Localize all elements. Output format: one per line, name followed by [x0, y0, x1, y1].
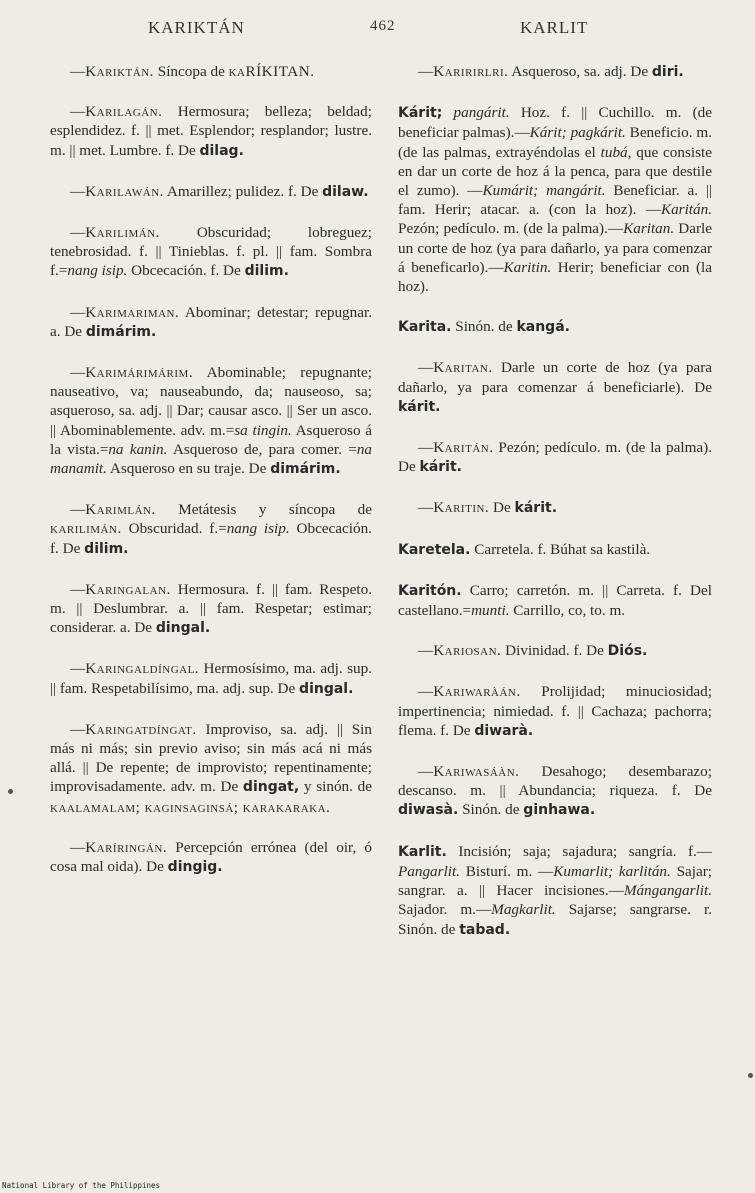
entry-karilawan: —Karilawán. Amarillez; pulidez. f. De dilaw. — [70, 182, 369, 200]
header-left-guideword: KARIKTÁN — [148, 18, 245, 37]
headword: Karimlán. — [85, 501, 156, 519]
root-word: dilim. — [84, 540, 129, 557]
headword: Karitin. — [433, 499, 490, 517]
root-word: dingal. — [299, 680, 354, 697]
headword-main: Karlit. — [398, 843, 447, 860]
root-word: kárit. — [398, 398, 441, 415]
headword: Karitan. — [433, 359, 493, 377]
headword: Kariosan. — [433, 642, 502, 660]
example-phrase: nang isip. — [67, 262, 128, 280]
headword: Karilawán. — [85, 182, 164, 200]
example-phrase: nang isip. — [226, 520, 290, 538]
entry-karita: Karita. Sinón. de kangá. — [398, 318, 570, 336]
root-word: dimárim. — [85, 323, 157, 340]
root-word: dimárim. — [270, 461, 341, 478]
ink-speck — [748, 1073, 753, 1078]
entry-karirirlri: —Karirirlri. Asqueroso, sa. adj. De diri. — [418, 63, 684, 80]
entry-karingalan: —Karingalan. Hermosura. f. || fam. Respeto. m. || Deslumbrar. a. || fam. Respetar; estimar; considerar. a. De dingal. — [50, 580, 372, 637]
headword-main: Karetela. — [398, 541, 471, 558]
entry-kariosan: —Kariosan. Divinidad. f. De Diós. — [418, 642, 648, 660]
entry-karitan: —Karitan. Darle un corte de hoz (ya para dañarlo, ya para comenzar á beneficiarle). De kárit. — [398, 359, 712, 415]
root-word: kangá. — [516, 319, 570, 336]
example-phrase: na manamit. — [50, 440, 372, 478]
cross-reference: karilimán. — [50, 520, 122, 538]
entry-karetela: Karetela. Carretela. f. Búhat sa kastilà. — [398, 540, 651, 558]
ink-speck — [8, 789, 13, 794]
entry-kariwasaan: —Kariwasáàn. Desahogo; desembarazo; descanso. m. || Abundancia; riqueza. f. De diwasà. Sinón. de ginhawa. — [398, 763, 712, 819]
left-column — [50, 62, 372, 898]
entry-karimlan: —Karimlán. Metátesis y síncopa de karilimán. Obscuridad. f.=nang isip. Obcecación. f. De dilim. — [50, 501, 372, 557]
entry-karlit: Karlit. Incisión; saja; sajadura; sangría. f.—Pangarlit. Bisturí. m. —Kumarlit; karlitán. Sajar; sangrar. a. || Hacer incisiones.—Mángangarlit. Sajador. m.—Magkarlit. Sajarse; sangrarse. r. Sinón. de tabad. — [398, 842, 712, 938]
root-word: diwasà. — [398, 802, 459, 819]
headword-main: Kárit; — [398, 105, 443, 122]
entry-kariwaraan: —Kariwaràán. Prolijidad; minuciosidad; impertinencia; nimiedad. f. || Cachaza; pachorra; flema. f. De diwarà. — [398, 683, 712, 739]
headword-main: Karita. — [398, 319, 452, 336]
root-word: diwarà. — [474, 722, 534, 739]
root-word: dingat, — [242, 779, 300, 796]
headword: Karingaldíngal. — [85, 660, 200, 678]
entry-karitin: —Karitin. De kárit. — [418, 499, 558, 517]
example-phrase: sa tingin. — [234, 421, 292, 439]
root-word: dilaw. — [322, 183, 369, 200]
entry-kariktan: —Kariktán. Síncopa de kaRÍKITAN. — [70, 63, 315, 80]
root-word: diri. — [651, 64, 684, 80]
library-credit: National Library of the Philippines — [2, 1181, 161, 1190]
root-word: kárit. — [514, 500, 558, 517]
entry-karingatdingat: —Karingatdíngat. Improviso, sa. adj. || Sin más ni más; sin previo aviso; sin más acá ni más allá. || De repente; de improvisto; repentinamente; improvisadamente. adv. m. De dingat, y sinón. de kaalamalam; kaginsaginsá; karakaraka. — [50, 720, 372, 816]
root-word: dilim. — [244, 263, 289, 280]
right-column — [398, 62, 712, 961]
entry-kariringan: —Karíringán. Percepción errónea (del oir, ó cosa mal oida). De dingig. — [50, 838, 372, 876]
headword: Kariktán. — [85, 63, 154, 80]
root-word: dilag. — [199, 142, 244, 159]
headword: Karirirlri. — [433, 63, 509, 80]
root-word: Diós. — [607, 643, 648, 660]
cross-reference: kaRÍKITAN. — [228, 63, 315, 80]
root-word: tabad. — [459, 921, 511, 938]
headword: Karingatdíngat. — [85, 720, 197, 738]
headword-main: Karitón. — [398, 582, 462, 599]
entry-karitan-pezon: —Karitán. Pezón; pedículo. m. (de la palma). De kárit. — [398, 439, 712, 476]
headword: Karingalan. — [85, 580, 171, 598]
example-phrase: na kanin. — [108, 440, 168, 458]
headword: Karilimán. — [85, 224, 160, 242]
root-word: ginhawa. — [523, 802, 596, 819]
entry-karimariman: —Karimariman. Abominar; detestar; repugnar. a. De dimárim. — [50, 303, 372, 340]
page-number: 462 — [370, 18, 396, 34]
headword: Karíringán. — [85, 838, 168, 856]
entry-karimarimarim: —Karimárimárim. Abominable; repugnante; nauseativo, va; nauseabundo, da; nauseoso, sa; asqueroso, sa. adj. || Dar; causar asco. || Ser un asco. || Abominablemente. adv. m.=sa tingin. Asqueroso á la vista.=na kanin. Asqueroso de, para comer. =na manamit. Asqueroso en su traje. De dimárim. — [50, 364, 372, 478]
headword: Karilagán. — [85, 103, 163, 121]
root-word: kárit. — [419, 459, 462, 476]
headword: Kariwasáàn. — [433, 763, 520, 781]
headword: Kariwaràán. — [433, 683, 521, 701]
entry-karingaldingal: —Karingaldíngal. Hermosísimo, ma. adj. sup. || fam. Respetabilísimo, ma. adj. sup. De dingal. — [50, 660, 372, 697]
root-word: dingig. — [167, 859, 223, 876]
entry-kariton: Karitón. Carro; carretón. m. || Carreta. f. Del castellano.=munti. Carrillo, co, to. m. — [398, 581, 712, 620]
entry-karit: Kárit; pangárit. Hoz. f. || Cuchillo. m. (de beneficiar palmas).—Kárit; pagkárit. Beneficio. m. (de las palmas, extrayéndolas el tubá, que consiste en dar un corte de hoz á la penca, para que destile el zumo). —Kumárit; mangárit. Beneficiar. a. || fam. Herir; atacar. a. (con la hoz). —Karitán. Pezón; pedículo. m. (de la palma).—Karitan. Darle un corte de hoz (ya para dañarlo, ya para comenzar á beneficarlo).—Karitin. Herir; beneficiar con (la hoz). — [398, 104, 712, 296]
headword: Karimárimárim. — [85, 364, 194, 382]
headword: Karitán. — [433, 439, 494, 457]
header-right-guideword: KARLIT — [520, 18, 589, 37]
entry-karilagan: —Karilagán. Hermosura; belleza; beldad; esplendidez. f. || met. Esplendor; resplandor; lustre. m. || met. Lumbre. f. De dilag. — [50, 103, 372, 159]
entry-kariliman: —Karilimán. Obscuridad; lobreguez; tenebrosidad. f. || Tinieblas. f. pl. || fam. Sombra f.=nang isip. Obcecación. f. De dilim. — [50, 224, 372, 280]
synonyms: kaalamalam; kaginsaginsá; karakaraka. — [50, 798, 331, 816]
root-word: dingal. — [155, 620, 211, 637]
running-header — [60, 18, 715, 42]
headword: Karimariman. — [85, 303, 180, 321]
